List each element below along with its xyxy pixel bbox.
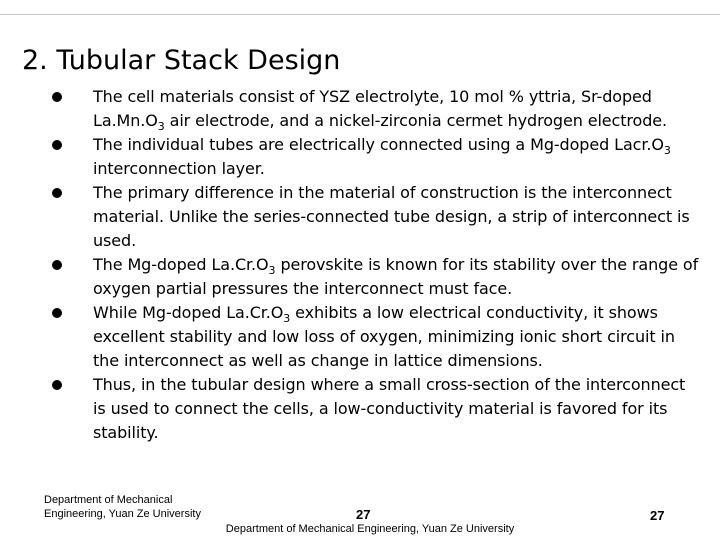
slide-title: 2. Tubular Stack Design (22, 45, 341, 76)
bullet-text (93, 253, 702, 301)
bullet-dot-icon (52, 188, 62, 198)
bullet-dot-icon (52, 308, 62, 318)
footer-department-center: Department of Mechanical Engineering, Yuan Ze University (225, 523, 515, 535)
footer-department-left: Department of Mechanical Engineering, Yuan Ze University (44, 494, 201, 520)
bullet-dot-icon (52, 260, 62, 270)
bullet-text (93, 85, 702, 133)
bullet-item (52, 133, 702, 181)
text-run: The individual tubes are electrically connected using a Mg-doped Lacr.O (93, 135, 664, 154)
bullet-text (93, 181, 702, 253)
bullet-item (52, 253, 702, 301)
bullet-item (52, 301, 702, 373)
text-run: The cell materials consist of YSZ electrolyte, 10 mol % yttria, Sr-doped La.Mn.O (93, 87, 652, 130)
bullet-list (52, 85, 702, 445)
bullet-text (93, 133, 702, 181)
bullet-text (93, 373, 702, 445)
bullet-item (52, 85, 702, 133)
text-run: The Mg-doped La.Cr.O (93, 255, 269, 274)
footer-page-number-center: 27 (356, 507, 371, 522)
text-run: air electrode, and a nickel-zirconia cermet hydrogen electrode. (164, 111, 668, 130)
bullet-item (52, 373, 702, 445)
bullet-dot-icon (52, 92, 62, 102)
text-run: Thus, in the tubular design where a small cross-section of the interconnect is used to connect the cells, a low-conductivity material is favored for its stability. (93, 375, 686, 442)
subscript: 3 (663, 144, 671, 158)
text-run: The primary difference in the material of construction is the interconnect material. Unlike the series-connected tube design, a strip of interconnect is used. (93, 183, 690, 250)
title-divider (0, 14, 720, 15)
bullet-dot-icon (52, 380, 62, 390)
footer-page-number-right: 27 (650, 508, 665, 523)
bullet-item (52, 181, 702, 253)
subscript: 3 (157, 120, 165, 134)
bullet-text (93, 301, 702, 373)
bullet-dot-icon (52, 140, 62, 150)
subscript: 3 (283, 312, 291, 326)
text-run: perovskite is known for its stability over the range of oxygen partial pressures the interconnect must face. (93, 255, 699, 298)
text-run: exhibits a low electrical conductivity, it shows excellent stability and low loss of oxygen, minimizing ionic short circuit in the interconnect as well as change in lattice dimensions. (93, 303, 675, 370)
subscript: 3 (268, 264, 276, 278)
text-run: While Mg-doped La.Cr.O (93, 303, 284, 322)
text-run: interconnection layer. (93, 159, 265, 178)
